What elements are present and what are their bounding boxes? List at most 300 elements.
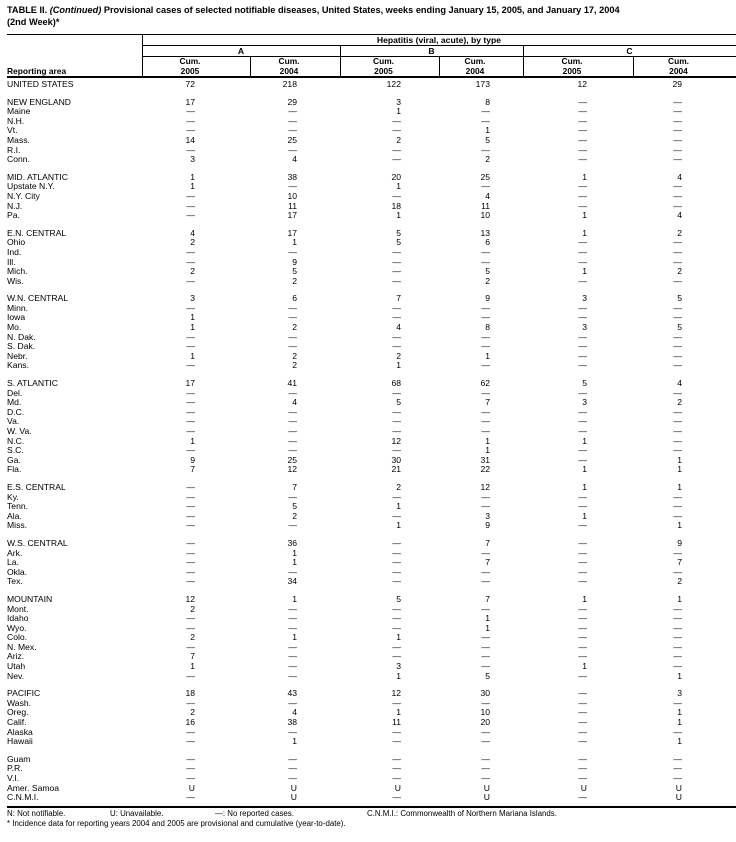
reporting-area-cell: D.C.: [7, 406, 25, 417]
value-cell: —: [186, 547, 195, 558]
value-cell: —: [392, 566, 401, 577]
column-header-c-2004: [633, 57, 736, 76]
value-cell: —: [392, 341, 401, 352]
value-cell: 22: [480, 464, 490, 475]
value-cell: —: [578, 190, 587, 201]
value-cell: —: [288, 753, 297, 764]
value-cell: —: [186, 557, 195, 568]
value-cell: —: [186, 106, 195, 117]
reporting-area-cell: W.S. CENTRAL: [7, 537, 68, 548]
value-cell: 1: [396, 106, 401, 117]
value-cell: —: [481, 753, 490, 764]
value-cell: 1: [190, 312, 195, 323]
table-row: [7, 333, 736, 343]
value-cell: U: [675, 792, 682, 803]
value-cell: —: [578, 454, 587, 465]
value-cell: 17: [185, 378, 195, 389]
reporting-area-cell: Kans.: [7, 360, 29, 371]
column-header-cum-label: Cum.: [373, 56, 394, 66]
table-row: [7, 558, 736, 568]
value-cell: 1: [396, 360, 401, 371]
value-cell: 4: [677, 171, 682, 182]
value-cell: 6: [292, 293, 297, 304]
value-cell: —: [186, 302, 195, 313]
table-row: [7, 521, 736, 531]
reporting-area-cell: Mass.: [7, 134, 30, 145]
value-cell: —: [392, 266, 401, 277]
table-row: [7, 793, 736, 803]
value-cell: —: [673, 603, 682, 614]
value-cell: —: [288, 406, 297, 417]
value-cell: 1: [190, 171, 195, 182]
value-cell: 1: [485, 350, 490, 361]
value-cell: 43: [287, 688, 297, 699]
value-cell: —: [392, 406, 401, 417]
table-body: [7, 80, 736, 803]
value-cell: —: [392, 763, 401, 774]
value-cell: —: [186, 387, 195, 398]
value-cell: 3: [485, 510, 490, 521]
value-cell: —: [578, 312, 587, 323]
reporting-area-cell: N.Y. City: [7, 190, 40, 201]
value-cell: —: [578, 302, 587, 313]
table-row: [7, 352, 736, 362]
value-cell: —: [392, 726, 401, 737]
reporting-area-cell: S. ATLANTIC: [7, 378, 58, 389]
reporting-area-cell: Iowa: [7, 312, 26, 323]
value-cell: —: [578, 641, 587, 652]
value-cell: —: [186, 125, 195, 136]
value-cell: —: [288, 125, 297, 136]
value-cell: —: [288, 106, 297, 117]
column-header-a-2005: [142, 57, 250, 76]
value-cell: —: [392, 547, 401, 558]
reporting-area-cell: Vt.: [7, 125, 18, 136]
value-cell: 1: [396, 632, 401, 643]
column-header-year: 2005: [374, 65, 393, 76]
column-group-title: Hepatitis (viral, acute), by type: [376, 34, 502, 45]
value-cell: 9: [485, 520, 490, 531]
value-cell: —: [481, 406, 490, 417]
value-cell: 3: [582, 322, 587, 333]
value-cell: 13: [480, 227, 490, 238]
value-cell: —: [288, 641, 297, 652]
value-cell: —: [288, 613, 297, 624]
reporting-area-cell: R.I.: [7, 144, 21, 155]
value-cell: —: [288, 566, 297, 577]
value-cell: —: [673, 360, 682, 371]
value-cell: —: [673, 501, 682, 512]
value-cell: 31: [480, 454, 490, 465]
value-cell: 34: [287, 576, 297, 587]
value-cell: 1: [582, 593, 587, 604]
value-cell: —: [392, 256, 401, 267]
reporting-area-cell: Wash.: [7, 697, 32, 708]
column-header-cum-label: Cum.: [668, 56, 689, 66]
value-cell: —: [288, 181, 297, 192]
value-cell: 5: [485, 670, 490, 681]
reporting-area-cell: N.J.: [7, 200, 23, 211]
table-row: [7, 294, 736, 304]
value-cell: —: [673, 115, 682, 126]
table-row: [7, 192, 736, 202]
column-group-b: B: [428, 45, 435, 56]
table-row: [7, 737, 736, 747]
table-row: [7, 614, 736, 624]
value-cell: —: [186, 792, 195, 803]
reporting-area-cell: Miss.: [7, 520, 28, 531]
value-cell: 1: [582, 171, 587, 182]
value-cell: 29: [672, 79, 682, 89]
value-cell: —: [288, 144, 297, 155]
table-row: [7, 437, 736, 447]
value-cell: 8: [485, 322, 490, 333]
value-cell: —: [288, 726, 297, 737]
value-cell: 1: [485, 435, 490, 446]
value-cell: —: [578, 688, 587, 699]
value-cell: —: [186, 341, 195, 352]
value-cell: 2: [292, 275, 297, 286]
value-cell: —: [288, 763, 297, 774]
value-cell: —: [578, 753, 587, 764]
column-header-year: 2004: [465, 65, 485, 76]
table-row: [7, 427, 736, 437]
value-cell: U: [394, 782, 401, 793]
value-cell: 1: [677, 717, 682, 728]
table-bottom-rule: [7, 806, 736, 808]
value-cell: 1: [396, 210, 401, 221]
value-cell: —: [578, 350, 587, 361]
value-cell: 12: [391, 688, 401, 699]
table-row: [7, 502, 736, 512]
value-cell: —: [186, 275, 195, 286]
value-cell: 1: [190, 350, 195, 361]
value-cell: —: [578, 557, 587, 568]
value-cell: 2: [677, 576, 682, 587]
value-cell: —: [288, 331, 297, 342]
footnote-not-notifiable: N: Not notifiable.: [7, 809, 66, 818]
table-row: [7, 643, 736, 653]
value-cell: 2: [190, 632, 195, 643]
value-cell: 1: [190, 435, 195, 446]
value-cell: —: [481, 426, 490, 436]
value-cell: —: [481, 736, 490, 747]
value-cell: —: [578, 537, 587, 548]
value-cell: —: [673, 312, 682, 323]
reporting-area-cell: Pa.: [7, 210, 20, 221]
value-cell: 20: [480, 717, 490, 728]
value-cell: —: [186, 622, 195, 633]
value-cell: U: [188, 782, 195, 793]
value-cell: —: [186, 697, 195, 708]
reporting-area-cell: Idaho: [7, 613, 29, 624]
value-cell: 1: [582, 510, 587, 521]
reporting-area-cell: La.: [7, 557, 19, 568]
value-cell: —: [392, 753, 401, 764]
value-cell: —: [673, 125, 682, 136]
value-cell: —: [186, 753, 195, 764]
value-cell: —: [673, 144, 682, 155]
value-cell: —: [392, 651, 401, 662]
reporting-area-cell: PACIFIC: [7, 688, 41, 699]
value-cell: —: [578, 576, 587, 587]
value-cell: —: [288, 661, 297, 672]
value-cell: 1: [396, 181, 401, 192]
value-cell: 12: [391, 435, 401, 446]
value-cell: —: [481, 115, 490, 126]
column-group-c: C: [626, 45, 633, 56]
value-cell: 1: [677, 464, 682, 475]
value-cell: —: [481, 341, 490, 352]
value-cell: —: [673, 641, 682, 652]
value-cell: —: [578, 697, 587, 708]
value-cell: —: [392, 154, 401, 165]
value-cell: —: [481, 144, 490, 155]
value-cell: 14: [185, 134, 195, 145]
table-row: [7, 107, 736, 117]
value-cell: 10: [480, 707, 490, 718]
value-cell: —: [392, 416, 401, 427]
table-row: [7, 699, 736, 709]
value-cell: —: [673, 491, 682, 502]
value-cell: —: [481, 331, 490, 342]
value-cell: 1: [292, 593, 297, 604]
value-cell: —: [673, 134, 682, 145]
value-cell: 122: [386, 79, 401, 89]
value-cell: 1: [292, 547, 297, 558]
reporting-area-cell: Ga.: [7, 454, 21, 465]
table-row: [7, 784, 736, 794]
value-cell: —: [392, 576, 401, 587]
value-cell: —: [578, 387, 587, 398]
value-cell: —: [578, 613, 587, 624]
value-cell: 3: [190, 293, 195, 304]
table-row: [7, 672, 736, 682]
value-cell: —: [392, 792, 401, 803]
reporting-area-cell: E.S. CENTRAL: [7, 481, 66, 492]
value-cell: —: [288, 651, 297, 662]
reporting-area-cell: N.H.: [7, 115, 25, 126]
value-cell: 5: [396, 397, 401, 408]
value-cell: 11: [481, 200, 490, 211]
table-row: [7, 446, 736, 456]
value-cell: —: [481, 651, 490, 662]
value-cell: 1: [582, 464, 587, 475]
value-cell: —: [288, 312, 297, 323]
value-cell: 4: [677, 210, 682, 221]
value-cell: 1: [190, 322, 195, 333]
value-cell: 3: [582, 293, 587, 304]
reporting-area-cell: Ark.: [7, 547, 23, 558]
value-cell: 1: [396, 707, 401, 718]
value-cell: 2: [485, 275, 490, 286]
table-row: [7, 662, 736, 672]
table-row: [7, 173, 736, 183]
table-row: [7, 718, 736, 728]
value-cell: —: [186, 641, 195, 652]
reporting-area-cell: Ind.: [7, 246, 22, 257]
value-cell: —: [578, 445, 587, 456]
value-cell: —: [288, 697, 297, 708]
reporting-area-cell: Hawaii: [7, 736, 33, 747]
table-row: [7, 568, 736, 578]
value-cell: 38: [287, 717, 297, 728]
value-cell: —: [186, 613, 195, 624]
value-cell: —: [392, 144, 401, 155]
reporting-area-cell: Alaska: [7, 726, 33, 737]
value-cell: —: [578, 275, 587, 286]
column-header-year: 2005: [562, 65, 582, 76]
reporting-area-cell: C.N.M.I.: [7, 792, 39, 803]
column-header-cum-label: Cum.: [561, 56, 583, 66]
table-row: [7, 229, 736, 239]
value-cell: —: [673, 661, 682, 672]
value-cell: —: [392, 302, 401, 313]
column-header-b-2005: [340, 57, 439, 76]
table-row: [7, 633, 736, 643]
value-cell: —: [288, 603, 297, 614]
value-cell: —: [186, 736, 195, 747]
value-cell: 25: [287, 454, 297, 465]
header-bottom-rule: [7, 76, 736, 78]
reporting-area-cell: Mich.: [7, 266, 28, 277]
table-row: [7, 361, 736, 371]
value-cell: —: [392, 622, 401, 633]
value-cell: 1: [677, 707, 682, 718]
value-cell: —: [578, 115, 587, 126]
value-cell: —: [288, 445, 297, 456]
value-cell: 1: [396, 520, 401, 531]
value-cell: 1: [582, 481, 587, 492]
table-row: [7, 304, 736, 314]
value-cell: —: [578, 331, 587, 342]
value-cell: 1: [677, 593, 682, 604]
value-cell: 2: [396, 350, 401, 361]
value-cell: 1: [485, 613, 490, 624]
value-cell: 5: [396, 227, 401, 238]
value-cell: —: [392, 697, 401, 708]
value-cell: —: [392, 246, 401, 257]
value-cell: —: [673, 96, 682, 107]
table-row: [7, 248, 736, 258]
value-cell: —: [186, 576, 195, 587]
reporting-area-cell: P.R.: [7, 763, 23, 774]
value-cell: —: [186, 397, 195, 408]
value-cell: —: [578, 237, 587, 248]
value-cell: —: [392, 603, 401, 614]
value-cell: U: [483, 792, 490, 803]
value-cell: —: [288, 491, 297, 502]
value-cell: 5: [677, 293, 682, 304]
value-cell: U: [290, 782, 297, 793]
value-cell: —: [673, 726, 682, 737]
value-cell: —: [392, 275, 401, 286]
value-cell: —: [186, 406, 195, 417]
value-cell: —: [578, 360, 587, 371]
table-row: [7, 483, 736, 493]
value-cell: —: [392, 641, 401, 652]
reporting-area-header: Reporting area: [7, 65, 67, 76]
table-row: [7, 267, 736, 277]
reporting-area-cell: E.N. CENTRAL: [7, 227, 67, 238]
table-row: [7, 708, 736, 718]
reporting-area-cell: Utah: [7, 661, 26, 672]
table-row: [7, 211, 736, 221]
value-cell: —: [392, 445, 401, 456]
value-cell: 5: [677, 322, 682, 333]
table-row: [7, 539, 736, 549]
footnote-no-reported-cases: —: No reported cases.: [215, 809, 294, 818]
reporting-area-cell: Mo.: [7, 322, 22, 333]
value-cell: 1: [190, 181, 195, 192]
value-cell: 1: [292, 557, 297, 568]
value-cell: —: [481, 106, 490, 117]
value-cell: —: [578, 773, 587, 783]
value-cell: —: [186, 210, 195, 221]
table-row: [7, 238, 736, 248]
value-cell: 4: [677, 378, 682, 389]
value-cell: —: [578, 717, 587, 728]
value-cell: —: [578, 603, 587, 614]
value-cell: 1: [582, 210, 587, 221]
value-cell: 9: [485, 293, 490, 304]
table-row: [7, 774, 736, 784]
value-cell: —: [392, 537, 401, 548]
value-cell: 5: [292, 266, 297, 277]
footnote-cnmi: C.N.M.I.: Commonwealth of Northern Mariana Islands.: [367, 809, 557, 818]
value-cell: 1: [677, 520, 682, 531]
value-cell: 1: [485, 622, 490, 633]
value-cell: 17: [287, 227, 297, 238]
value-cell: 30: [480, 688, 490, 699]
value-cell: 12: [287, 464, 297, 475]
reporting-area-cell: Wis.: [7, 275, 24, 286]
value-cell: —: [481, 632, 490, 643]
value-cell: 17: [287, 210, 297, 221]
value-cell: 9: [292, 256, 297, 267]
reporting-area-cell: Maine: [7, 106, 31, 117]
value-cell: —: [186, 763, 195, 774]
value-cell: —: [186, 190, 195, 201]
value-cell: —: [392, 426, 401, 436]
value-cell: 5: [582, 378, 587, 389]
table-row: [7, 126, 736, 136]
value-cell: —: [392, 125, 401, 136]
reporting-area-cell: Ill.: [7, 256, 16, 267]
reporting-area-cell: Tex.: [7, 576, 23, 587]
value-cell: 1: [582, 661, 587, 672]
value-cell: 7: [485, 593, 490, 604]
value-cell: 25: [480, 171, 490, 182]
reporting-area-cell: Mont.: [7, 603, 29, 614]
value-cell: 7: [677, 557, 682, 568]
value-cell: 2: [396, 481, 401, 492]
value-cell: —: [673, 275, 682, 286]
value-cell: —: [186, 773, 195, 783]
value-cell: 9: [677, 537, 682, 548]
reporting-area-cell: Amer. Samoa: [7, 782, 60, 793]
table-title-line2: (2nd Week)*: [7, 16, 60, 27]
value-cell: 1: [582, 266, 587, 277]
value-cell: —: [578, 501, 587, 512]
value-cell: —: [481, 256, 490, 267]
value-cell: 38: [287, 171, 297, 182]
value-cell: —: [673, 697, 682, 708]
value-cell: —: [186, 256, 195, 267]
value-cell: —: [481, 312, 490, 323]
value-cell: 1: [292, 736, 297, 747]
table-title-label: TABLE II.: [7, 5, 48, 15]
